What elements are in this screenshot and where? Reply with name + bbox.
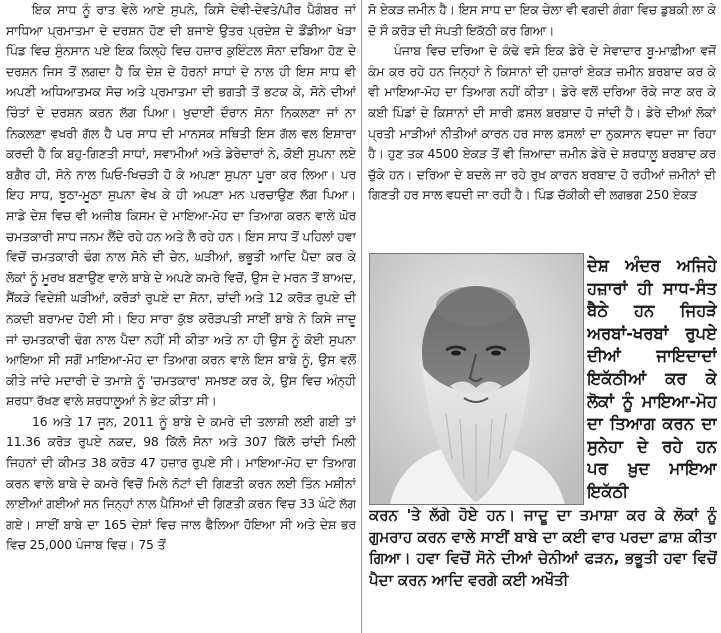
portrait-photo [369,253,584,505]
article-paragraph-1: ਇਕ ਸਾਧ ਨੂੰ ਰਾਤ ਵੇਲੇ ਆਏ ਸੁਪਨੇ, ਕਿਸੇ ਦੇਵੀ-ਦੇਵਤੇ/ਪੀਰ ਪੈਗੰਬਰ ਜਾਂ ਸਾਧਿਆ ਪ੍ਰਮਾਤਮਾ ਦੇ ਦਰਸ਼ਨ ਹੋਣ ਦੀ ਬਜਾਏ ਉਤਰ ਪ੍ਰਦੇਸ਼ ਦੇ ਡੌਂਡੀਆ ਖੇੜਾ ਪਿੰਡ ਵਿਚ ਸੁੰਨਸਾਨ ਪਏ ਇਕ ਕਿਲ੍ਹੇ ਵਿਚ ਹਜ਼ਾਰ ਕੁਇੰਟਲ ਸੋਨਾ ਦਬਿਆ ਹੋਣ ਦੇ ਦਰਸ਼ਨ ਜਿਸ ਤੋਂ ਲਗਦਾ ਹੈ ਕਿ ਦੇਸ਼ ਦੇ ਹੋਰਨਾਂ ਸਾਧਾਂ ਦੇ ਨਾਲ ਹੀ ਇਸ ਸਾਧ ਵੀ ਅਪਣੀ ਅਧਿਆਤਮਕ ਸੋਚ ਅਤੇ ਪ੍ਰਮਾਤਮਾ ਦੀ ਭਗਤੀ ਤੋਂ ਭਟਕ ਕੇ, ਸੋਨੇ ਦੀਆਂ ਚਿੰਤਾਂ ਦੇ ਦਰਸ਼ਨ ਕਰਨ ਲੱਗ ਪਿਆ। ਖੁਦਾਈ ਦੌਰਾਨ ਸੋਨਾ ਨਿਕਲਣਾ ਜਾਂ ਨਾ ਨਿਕਲਣਾ ਵਖਰੀ ਗੱਲ ਹੈ ਪਰ ਸਾਧ ਦੀ ਮਾਨਸਕ ਸਥਿਤੀ ਇਸ ਗੱਲ ਵਲ ਇਸ਼ਾਰਾ ਕਰਦੀ ਹੈ ਕਿ ਬਹੁ-ਗਿਣਤੀ ਸਾਧਾਂ, ਸਵਾਮੀਆਂ ਅਤੇ ਡੇਰੇਦਾਰਾਂ ਨੇ, ਕੋਈ ਸੁਪਨਾ ਲਏ ਬਗ਼ੈਰ ਹੀ, ਸੋਨੇ ਨਾਲ ਘਿਓ-ਖਿਚੜੀ ਹੋ ਕੇ ਅਪਣਾ ਸੁਪਨਾ ਪੂਰਾ ਕਰ ਲਿਆ। ਪਰ ਇਹ ਸਾਧ, ਝੂਠਾ-ਮੂਠਾ ਸੁਪਨਾ ਵੇਖ ਕੇ ਹੀ ਅਪਣਾ ਮਨ ਪਰਚਾਉਣ ਲੱਗ ਪਿਆ। ਸਾਡੇ ਦੇਸ਼ ਵਿਚ ਵੀ ਅਜੀਬ ਕਿਸਮ ਦੇ ਮਾਇਆ-ਮੋਹ ਦਾ ਤਿਆਗ ਕਰਨ ਵਾਲੇ ਘੋਰ ਚਮਤਕਾਰੀ ਸਾਧ ਜਨਮ ਲੈਂਦੇ ਰਹੇ ਹਨ ਅਤੇ ਲੈ ਰਹੇ ਹਨ। ਇਸ ਸਾਧ ਤੋਂ ਪਹਿਲਾਂ ਹਵਾ ਵਿਚੋਂ ਚਮਤਕਾਰੀ ਢੰਗ ਨਾਲ ਸੋਨੇ ਦੀ ਚੇਨ, ਘੜੀਆਂ, ਭਭੂਤੀ ਆਦਿ ਪੈਦਾ ਕਰ ਕੇ ਲੋਕਾਂ ਨੂੰ ਮੂਰਖ ਬਣਾਉਣ ਵਾਲੇ ਬਾਬੇ ਦੇ ਅਪਣੇ ਕਮਰੇ ਵਿਚੋਂ, ਉਸ ਦੇ ਮਰਨ ਤੋਂ ਬਾਅਦ, ਸੈਂਕੜੇ ਵਿਦੇਸ਼ੀ ਘੜੀਆਂ, ਕਰੋੜਾਂ ਰੁਪਏ ਦਾ ਸੋਨਾ, ਚਾਂਦੀ ਅਤੇ 12 ਕਰੋੜ ਰੁਪਏ ਦੀ ਨਕਦੀ ਬਰਾਮਦ ਹੋਈ ਸੀ। ਇਹ ਸਾਰਾ ਕੁੱਝ ਕਰੋੜਪਤੀ ਸਾਈਂ ਬਾਬੇ ਨੇ ਕਿਸੇ ਜਾਦੂ ਜਾਂ ਚਮਤਕਾਰੀ ਢੰਗ ਨਾਲ ਪੈਦਾ ਨਹੀਂ ਸੀ ਕੀਤਾ ਅਤੇ ਨਾ ਹੀ ਉਸ ਨੂੰ ਕੋਈ ਸੁਪਨਾ ਆਇਆ ਸੀ ਸਗੋਂ ਮਾਇਆ-ਮੋਹ ਦਾ ਤਿਆਗ ਕਰਨ ਵਾਲੇ ਇਸ ਬਾਬੇ ਨੂੰ, ਉਸ ਵਲੋਂ ਕੀਤੇ ਜਾਂਦੇ ਮਦਾਰੀ ਦੇ ਤਮਾਸ਼ੇ ਨੂੰ 'ਚਮਤਕਾਰ' ਸਮਝਣ ਕਰ ਕੇ, ਉਸ ਵਿਚ ਅੰਨ੍ਹੀ ਸ਼ਰਧਾ ਰੱਖਣ ਵਾਲੇ ਸ਼ਰਧਾਲੂਆਂ ਨੇ ਭੇਟ ਕੀਤਾ ਸੀ। [6,2,356,409]
column-divider [361,0,362,633]
highlighted-paragraph: ਕਰਨ 'ਤੇ ਲੱਗੇ ਹੋਏ ਹਨ। ਜਾਦੂ ਦਾ ਤਮਾਸ਼ਾ ਕਰ ਕੇ ਲੋਕਾਂ ਨੂੰ ਗੁਮਰਾਹ ਕਰਨ ਵਾਲੇ ਸਾਈਂ ਬਾਬੇ ਦਾ ਕਈ ਵਾਰ ਪਰਦਾ ਫ਼ਾਸ਼ ਕੀਤਾ ਗਿਆ। ਹਵਾ ਵਿਚੋਂ ਸੋਨੇ ਦੀਆਂ ਚੇਨੀਆਂ ਫੜਨ, ਭਭੂਤੀ ਹਵਾ ਵਿਚੋਂ ਪੈਦਾ ਕਰਨ ਆਦਿ ਵਰਗੇ ਕਈ ਅਖੌਤੀ [369,506,717,589]
right-column-bottom [369,505,717,633]
article-paragraph-2: 16 ਅਤੇ 17 ਜੂਨ, 2011 ਨੂੰ ਬਾਬੇ ਦੇ ਕਮਰੇ ਦੀ ਤਲਾਸ਼ੀ ਲਈ ਗਈ ਤਾਂ 11.36 ਕਰੋੜ ਰੁਪਏ ਨਕਦ, 98 ਕਿੱਲੋ ਸੋਨਾ ਅਤੇ 307 ਕਿੱਲੋ ਚਾਂਦੀ ਮਿਲੀ ਜਿਹਨਾਂ ਦੀ ਕੀਮਤ 38 ਕਰੋੜ 47 ਹਜ਼ਾਰ ਰੁਪਏ ਸੀ। ਮਾਇਆ-ਮੋਹ ਦਾ ਤਿਆਗ ਕਰਨ ਵਾਲੇ ਬਾਬੇ ਦੇ ਕਮਰੇ ਵਿਚੋਂ ਮਿਲੇ ਨੋਟਾਂ ਦੀ ਗਿਣਤੀ ਕਰਨ ਲਈ ਤਿੰਨ ਮਸ਼ੀਨਾਂ ਲਾਈਆਂ ਗਈਆਂ ਸਨ ਜਿਨ੍ਹਾਂ ਨਾਲ ਪੈਸਿਆਂ ਦੀ ਗਿਣਤੀ ਕਰਨ ਵਿਚ 33 ਘੰਟੇ ਲੱਗ ਗਏ। ਸਾਈਂ ਬਾਬੇ ਦਾ 165 ਦੇਸ਼ਾਂ ਵਿਚ ਜਾਲ ਫੈਲਿਆ ਹੋਇਆ ਸੀ ਅਤੇ ਦੇਸ਼ ਭਰ ਵਿਚ 25,000 ਪੰਜਾਬ ਵਿਚ। 75 ਤੋਂ [6,413,356,553]
article-paragraph-4: ਪੰਜਾਬ ਵਿਚ ਦਰਿਆ ਦੇ ਕੰਢੇ ਵਸੇ ਇਕ ਡੇਰੇ ਦੇ ਸੇਵਾਦਾਰ ਬੂ-ਮਾਫ਼ੀਆ ਵਜੋਂ ਕੰਮ ਕਰ ਰਹੇ ਹਨ ਜਿਨ੍ਹਾਂ ਨੇ ਕਿਸਾਨਾਂ ਦੀ ਹਜ਼ਾਰਾਂ ਏਕੜ ਜ਼ਮੀਨ ਬਰਬਾਦ ਕਰ ਕੇ ਵੀ ਮਾਇਆ-ਮੋਹ ਦਾ ਤਿਆਗ ਨਹੀਂ ਕੀਤਾ। ਡੇਰੇ ਵਲੋਂ ਦਰਿਆ ਰੋਕੇ ਜਾਣ ਕਰ ਕੇ ਕਈ ਪਿੰਡਾਂ ਦੇ ਕਿਸਾਨਾਂ ਦੀ ਸਾਰੀ ਫ਼ਸਲ ਬਰਬਾਦ ਹੋ ਜਾਂਦੀ ਹੈ। ਡੇਰੇ ਦੀਆਂ ਲੋਕਾਂ ਪ੍ਰਤੀ ਮਾੜੀਆਂ ਨੀਤੀਆਂ ਕਾਰਨ ਹਰ ਸਾਲ ਫ਼ਸਲਾਂ ਦਾ ਨੁਕਸਾਨ ਵਧਦਾ ਜਾ ਰਿਹਾ ਹੈ। ਹੁਣ ਤਕ 4500 ਏਕੜ ਤੋਂ ਵੀ ਜ਼ਿਆਦਾ ਜ਼ਮੀਨ ਡੇਰੇ ਦੇ ਸ਼ਰਧਾਲੂ ਬਰਬਾਦ ਕਰ ਚੁੱਕੇ ਹਨ। ਦਰਿਆ ਦੇ ਬਦਲੇ ਜਾ ਰਹੇ ਰੁਖ਼ ਕਾਰਨ ਬਰਬਾਦ ਹੋ ਰਹੀਆਂ ਜ਼ਮੀਨਾਂ ਦੀ ਗਿਣਤੀ ਹਰ ਸਾਲ ਵਧਦੀ ਜਾ ਰਹੀ ਹੈ। ਪਿੰਡ ਚੱਕੀਕੀ ਦੀ ਲਗਭਗ 250 ਏਕੜ [368,43,716,203]
article-paragraph-3: ਸੋ ਏਕੜ ਜ਼ਮੀਨ ਹੈ। ਇਸ ਸਾਧ ਦਾ ਇਕ ਚੇਲਾ ਵੀ ਵਗਦੀ ਗੰਗਾ ਵਿਚ ਡੁਬਕੀ ਲਾ ਕੇ ਦੋ ਸੌ ਕਰੋੜ ਦੀ ਸੰਪਤੀ ਇਕੱਠੀ ਕਰ ਗਿਆ। [368,2,716,38]
right-column-top [368,0,716,250]
left-column [6,0,356,633]
pull-quote: ਦੇਸ਼ ਅੰਦਰ ਅਜਿਹੇ ਹਜ਼ਾਰਾਂ ਹੀ ਸਾਧ-ਸੰਤ ਬੈਠੇ ਹਨ ਜਿਹੜੇ ਅਰਬਾਂ-ਖਰਬਾਂ ਰੁਪਏ ਦੀਆਂ ਜਾਇਦਾਦਾਂ ਇਕੱਠੀਆਂ ਕਰ ਕੇ ਲੋਕਾਂ ਨੂੰ ਮਾਇਆ-ਮੋਹ ਦਾ ਤਿਆਗ ਕਰਨ ਦਾ ਸੁਨੇਹਾ ਦੇ ਰਹੇ ਹਨ ਪਰ ਖ਼ੁਦ ਮਾਇਆ ਇਕੱਠੀ [587,256,717,501]
bearded-man-portrait [370,254,583,504]
